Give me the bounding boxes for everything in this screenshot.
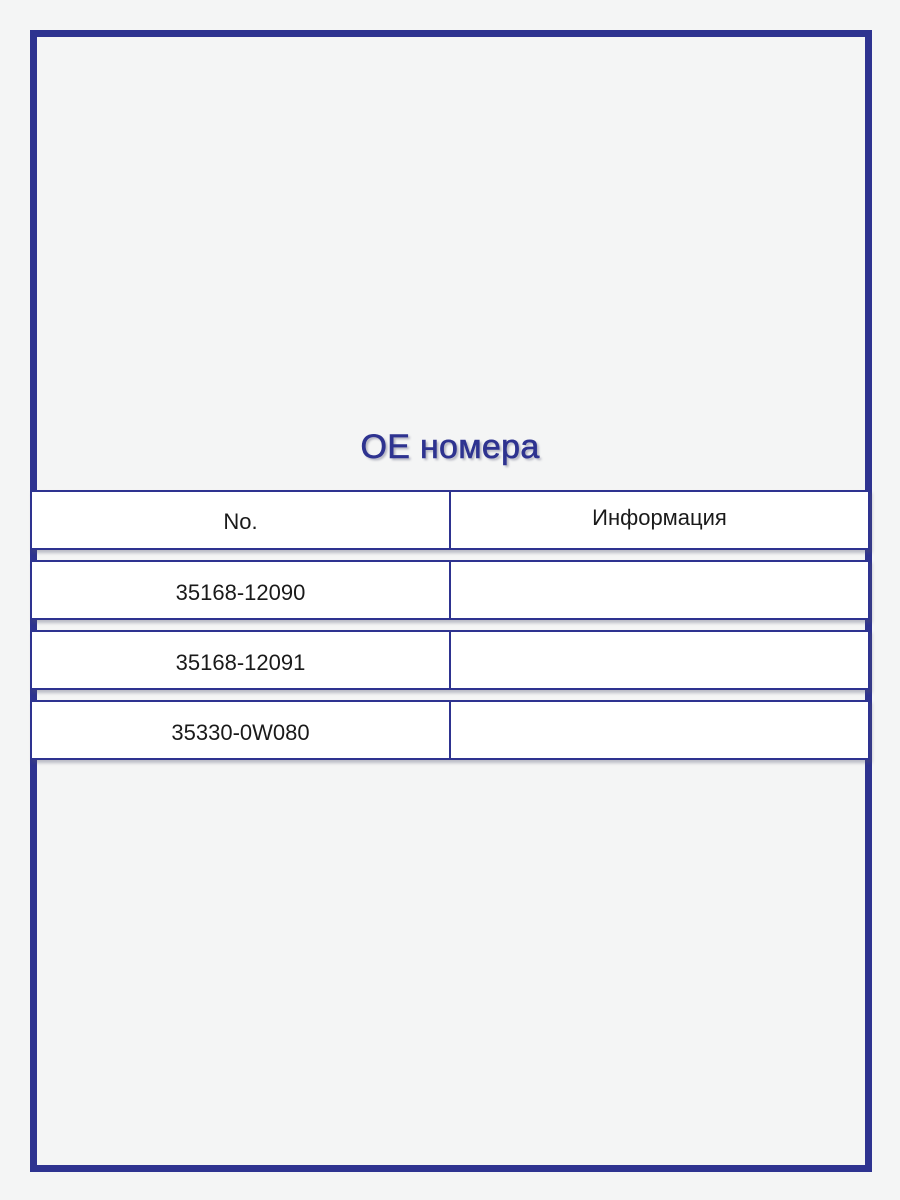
table-row	[30, 560, 870, 620]
page-title: OE номера	[360, 428, 540, 466]
info-cell	[451, 562, 868, 618]
table-header-row	[30, 490, 870, 550]
oe-number-cell: 35168-12090	[32, 562, 451, 618]
oe-number-cell: 35168-12091	[32, 632, 451, 688]
header-info: Информация	[592, 505, 727, 530]
header-no: No.	[32, 492, 451, 548]
table-row	[30, 700, 870, 760]
info-cell	[451, 702, 868, 758]
info-cell	[451, 632, 868, 688]
table-row	[30, 630, 870, 690]
oe-number-cell: 35330-0W080	[32, 702, 451, 758]
